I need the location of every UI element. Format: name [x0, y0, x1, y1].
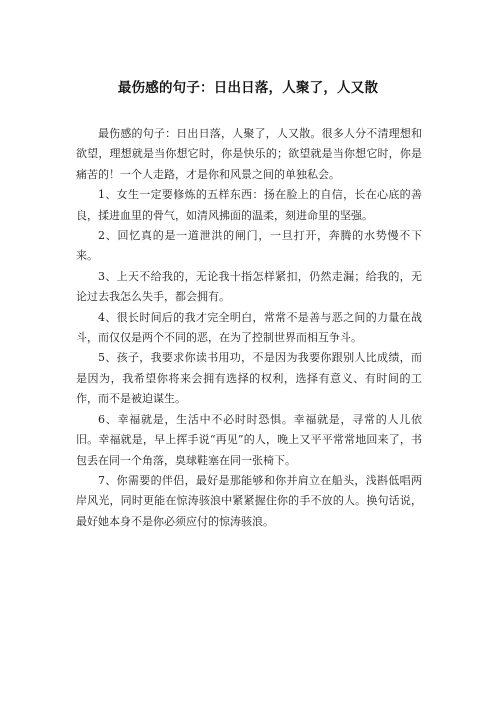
paragraph-4: 4、很长时间后的我才完全明白，常常不是善与恶之间的力量在战斗，而仅仅是两个不同的恶，在为了控制世界而相互争斗。 [76, 310, 422, 345]
document-title: 最伤感的句子：日出日落，人聚了，人又散 [117, 80, 379, 96]
paragraph-3: 3、上天不给我的，无论我十指怎样紧扣，仍然走漏；给我的，无论过去我怎么失手，都会拥有。 [76, 269, 422, 304]
paragraph-1: 1、女生一定要修炼的五样东西：扬在脸上的自信，长在心底的善良，揉进血里的骨气，如清风拂面的温柔，刻进命里的坚强。 [76, 188, 422, 222]
paragraph-intro: 最伤感的句子：日出日落，人聚了，人又散。很多人分不清理想和欲望，理想就是当你想它时，你是快乐的；欲望就是当你想它时，你是痛苦的！一个人走路，才是你和风景之间的单独私会。 [76, 127, 422, 181]
paragraph-6: 6、幸福就是，生活中不必时时恐惧。幸福就是，寻常的人儿依旧。幸福就是，早上挥手说“再见”的人，晚上又平平常常地回来了，书包丢在同一个角落，臭球鞋塞在同一张椅下。 [76, 412, 422, 467]
paragraph-2: 2、回忆真的是一道泄洪的闸门，一旦打开，奔腾的水势慢不下来。 [76, 229, 422, 263]
document-body [76, 124, 422, 532]
paragraph-5: 5、孩子，我要求你读书用功，不是因为我要你跟别人比成绩，而是因为，我希望你将来会拥有选择的权利，选择有意义、有时间的工作，而不是被迫谋生。 [76, 351, 422, 406]
paragraph-7: 7、你需要的伴侣，最好是那能够和你并肩立在船头，浅斟低唱两岸风光，同时更能在惊涛骇浪中紧紧握住你的手不放的人。换句话说，最好她本身不是你必须应付的惊涛骇浪。 [76, 473, 422, 528]
